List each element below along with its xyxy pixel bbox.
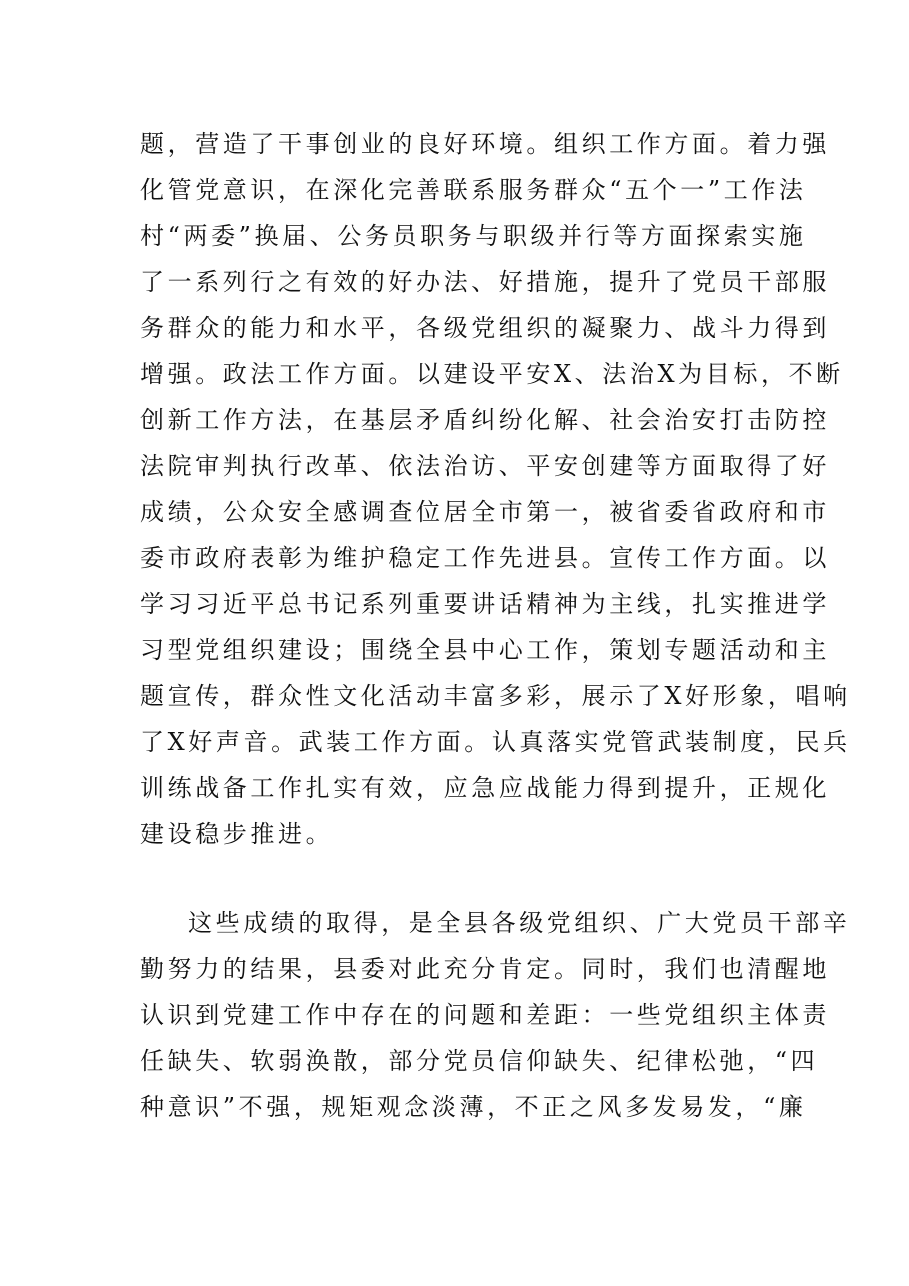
- text-line: 村“两委”换届、公务员职务与职级并行等方面探索实施: [140, 222, 807, 250]
- text-line: 任缺失、软弱涣散，部分党员信仰缺失、纪律松弛，“四: [140, 1047, 819, 1075]
- text-line: 法院审判执行改革、依法治访、平安创建等方面取得了好: [140, 452, 830, 480]
- text-line: 这些成绩的取得，是全县各级党组织、广大党员干部辛: [188, 909, 851, 937]
- text-line: 委市政府表彰为维护稳定工作先进县。宣传工作方面。以: [140, 544, 830, 572]
- text-line: 了X好声音。武装工作方面。认真落实党管武装制度，民兵: [140, 728, 851, 756]
- text-line: 了一系列行之有效的好办法、好措施，提升了党员干部服: [140, 268, 830, 296]
- text-line: 化管党意识，在深化完善联系服务群众“五个一”工作法: [140, 176, 807, 204]
- text-line: 建设稳步推进。: [140, 820, 334, 848]
- text-line: 学习习近平总书记系列重要讲话精神为主线，扎实推进学: [140, 590, 830, 618]
- text-line: 成绩，公众安全感调查位居全市第一，被省委省政府和市: [140, 498, 830, 526]
- text-line: 习型党组织建设；围绕全县中心工作，策划专题活动和主: [140, 636, 830, 664]
- text-line: 务群众的能力和水平，各级党组织的凝聚力、战斗力得到: [140, 314, 830, 342]
- text-line: 题，营造了干事创业的良好环境。组织工作方面。着力强: [140, 130, 830, 158]
- text-line: 题宣传，群众性文化活动丰富多彩，展示了X好形象，唱响: [140, 682, 851, 710]
- text-line: 增强。政法工作方面。以建设平安X、法治X为目标，不断: [140, 360, 844, 388]
- text-line: 创新工作方法，在基层矛盾纠纷化解、社会治安打击防控: [140, 406, 830, 434]
- text-line: 种意识”不强，规矩观念淡薄，不正之风多发易发，“廉: [140, 1093, 807, 1121]
- text-line: 认识到党建工作中存在的问题和差距：一些党组织主体责: [140, 1001, 830, 1029]
- text-line: 勤努力的结果，县委对此充分肯定。同时，我们也清醒地: [140, 955, 830, 983]
- text-line: 训练战备工作扎实有效，应急应战能力得到提升，正规化: [140, 774, 830, 802]
